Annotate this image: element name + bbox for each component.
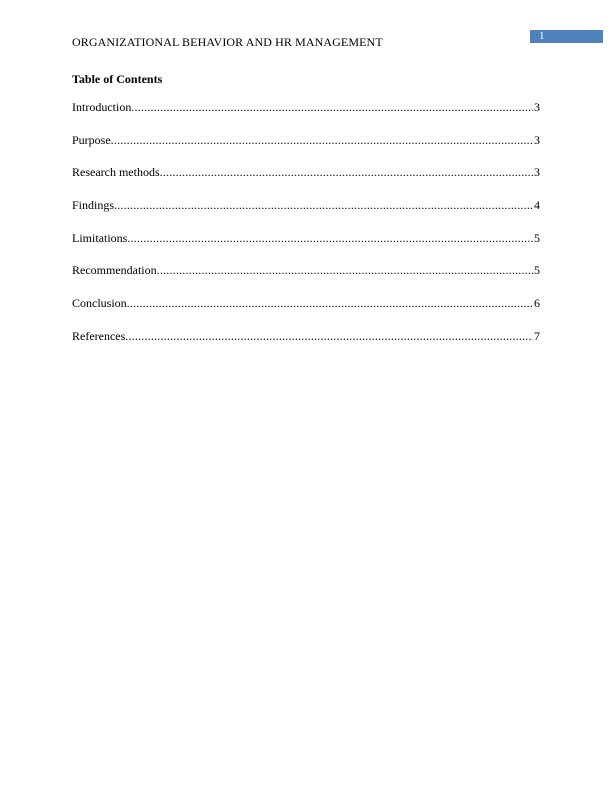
toc-entry-recommendation[interactable] [72, 262, 540, 295]
toc-entry-conclusion[interactable] [72, 295, 540, 328]
toc-entry-title: Limitations [72, 230, 128, 245]
toc-dot-leader [131, 99, 533, 115]
toc-entry-purpose[interactable] [72, 132, 540, 165]
toc-entry-page: 3 [534, 100, 540, 114]
toc-dot-leader [111, 132, 533, 148]
toc-dot-leader [114, 197, 533, 213]
toc-entry-title: Introduction [72, 100, 132, 114]
toc-entry-page: 6 [534, 296, 540, 311]
toc-dot-leader [127, 230, 533, 246]
toc-entry-findings[interactable] [72, 197, 540, 230]
toc-dot-leader [125, 328, 533, 344]
toc-entry-page: 5 [534, 230, 540, 245]
toc-entry-page: 3 [534, 132, 540, 147]
toc-entry-title: Purpose [72, 132, 111, 147]
toc-entry-title: Conclusion [72, 296, 127, 311]
running-head: ORGANIZATIONAL BEHAVIOR AND HR MANAGEMENT [72, 35, 383, 49]
toc-entry-page: 5 [534, 263, 540, 278]
toc-entry-title: Research methods [72, 165, 160, 180]
toc-entry-research-methods[interactable] [72, 164, 540, 197]
toc-entry-page: 3 [534, 165, 540, 180]
toc-entry-title: References [72, 328, 126, 343]
page-number-badge [530, 30, 603, 43]
toc-dot-leader [160, 164, 533, 180]
toc-entry-limitations[interactable] [72, 230, 540, 263]
toc-entry-introduction[interactable] [72, 99, 540, 132]
toc-entry-page: 7 [534, 328, 540, 343]
toc-dot-leader [157, 262, 533, 278]
toc-entry-references[interactable] [72, 328, 540, 361]
toc-dot-leader [127, 295, 533, 311]
toc-heading: Table of Contents [72, 72, 163, 86]
table-of-contents [72, 99, 540, 361]
toc-entry-title: Findings [72, 198, 115, 213]
toc-entry-title: Recommendation [72, 263, 157, 278]
page-number: 1 [539, 30, 545, 42]
toc-entry-page: 4 [534, 198, 540, 213]
